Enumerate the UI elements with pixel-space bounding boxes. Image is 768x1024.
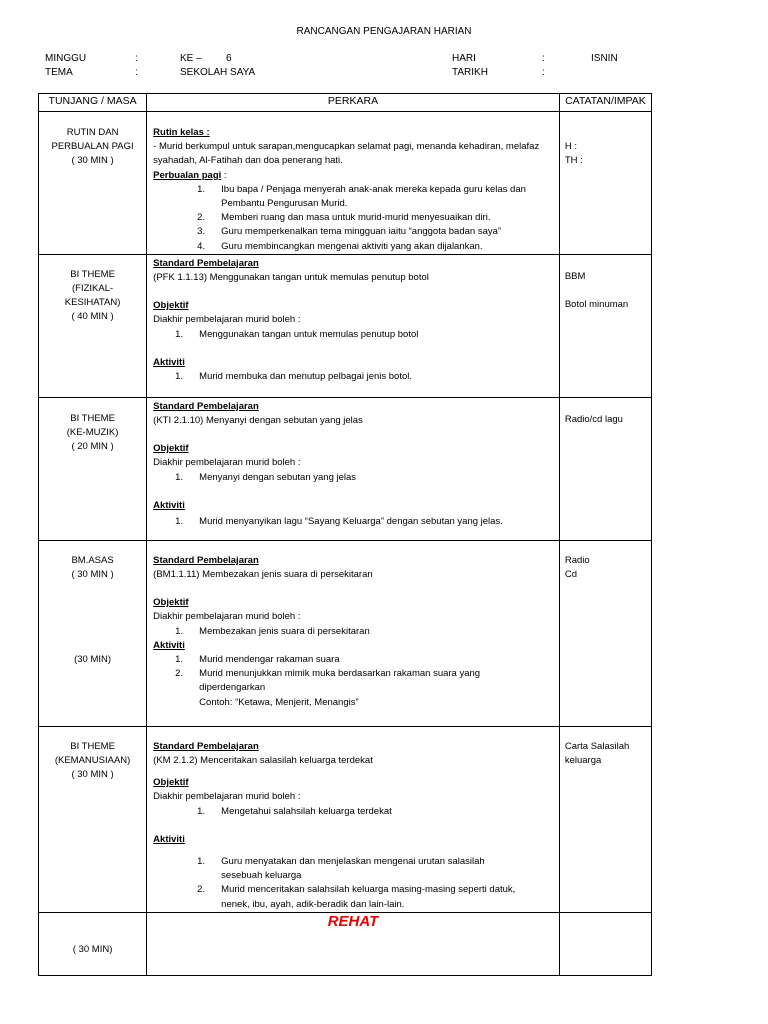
list-item xyxy=(153,370,559,384)
perbualan-heading xyxy=(153,169,559,183)
list-item xyxy=(153,211,559,225)
objektif-list xyxy=(153,625,559,639)
list-number: 3. xyxy=(197,226,206,238)
list-number: 1. xyxy=(175,471,184,483)
list-text: Membezakan jenis suara di persekitaran xyxy=(199,625,370,637)
catatan-line: TH : xyxy=(564,155,583,167)
minggu-label: MINGGU xyxy=(45,53,87,64)
tunjang-line: PERBUALAN PAGI xyxy=(51,141,134,153)
tunjang-line: RUTIN DAN xyxy=(66,127,119,138)
list-text: Murid menceritakan salahsilah keluarga masing-masing seperti datuk, nenek, ibu, ayah, adik-beradik dan lain-lain. xyxy=(221,884,516,910)
tema-label: TEMA xyxy=(45,67,73,78)
list-text: Murid membuka dan menutup pelbagai jenis botol. xyxy=(199,371,412,383)
objektif-intro: Diakhir pembelajaran murid boleh : xyxy=(153,611,301,623)
aktiviti-list xyxy=(153,515,559,529)
hari-label: HARI xyxy=(452,53,476,64)
catatan-line: keluarga xyxy=(564,755,602,767)
list-number: 1. xyxy=(197,856,206,868)
list-number: 1. xyxy=(197,805,206,817)
objektif-list xyxy=(153,328,559,342)
list-number: 1. xyxy=(175,328,184,340)
tunjang-cell xyxy=(39,912,147,975)
tunjang-cell xyxy=(39,397,147,540)
table-row xyxy=(39,112,652,255)
catatan-line: Radio/cd lagu xyxy=(564,413,623,425)
header-perkara: PERKARA xyxy=(147,94,560,112)
objektif-label: Objektif xyxy=(153,443,189,455)
tunjang-line: (KEMANUSIAAN) xyxy=(54,755,131,767)
tunjang-line: KESIHATAN) xyxy=(64,297,121,309)
header-tunjang: TUNJANG / MASA xyxy=(39,94,147,112)
minggu-colon: : xyxy=(135,53,138,64)
rutin-text: - Murid berkumpul untuk sarapan,mengucapkan selamat pagi, menanda kehadiran, melafaz syahadah, Al-Fatihah dan doa penerang hati. xyxy=(153,141,540,167)
page-title: RANCANGAN PENGAJARAN HARIAN xyxy=(296,26,472,37)
tema-colon: : xyxy=(135,67,138,78)
list-text: Menggunakan tangan untuk memulas penutup botol xyxy=(199,328,419,340)
catatan-cell xyxy=(559,540,651,726)
tunjang-line: ( 40 MIN ) xyxy=(71,311,114,323)
tunjang-line: ( 20 MIN ) xyxy=(71,441,114,453)
list-item xyxy=(153,240,559,254)
sp-text: (PFK 1.1.13) Menggunakan tangan untuk memulas penutup botol xyxy=(153,272,429,284)
perbualan-list xyxy=(153,183,559,254)
sp-label: Standard Pembelajaran xyxy=(153,400,259,412)
perbualan-colon: : xyxy=(221,169,227,181)
table-header-row xyxy=(39,94,652,112)
list-number: 2. xyxy=(197,884,206,896)
aktiviti-label: Aktiviti xyxy=(153,639,185,651)
catatan-cell xyxy=(559,726,651,912)
list-text: Murid menyanyikan lagu “Sayang Keluarga” dengan sebutan yang jelas. xyxy=(199,516,503,528)
aktiviti-list xyxy=(153,653,559,696)
header-catatan: CATATAN/IMPAK xyxy=(559,94,651,112)
tunjang-cell xyxy=(39,112,147,255)
sp-text: (BM1.1.11) Membezakan jenis suara di persekitaran xyxy=(153,569,373,581)
aktiviti-list xyxy=(153,855,559,912)
aktiviti-list xyxy=(153,370,559,384)
list-item xyxy=(153,183,559,211)
tunjang-line: ( 30 MIN) xyxy=(72,943,113,955)
list-text: Guru menyatakan dan menjelaskan mengenai urutan salasilah sesebuah keluarga xyxy=(221,856,485,882)
objektif-intro: Diakhir pembelajaran murid boleh : xyxy=(153,457,301,469)
list-number: 2. xyxy=(197,212,206,224)
tunjang-line: ( 30 MIN ) xyxy=(71,569,114,581)
rehat-label: REHAT xyxy=(147,912,560,975)
list-number: 1. xyxy=(175,371,184,383)
sp-label: Standard Pembelajaran xyxy=(153,554,259,566)
tunjang-line: BI THEME xyxy=(70,268,115,280)
objektif-list xyxy=(153,471,559,485)
list-number: 1. xyxy=(175,516,184,528)
tema-value: SEKOLAH SAYA xyxy=(180,67,256,78)
list-text: Mengetahui salahsilah keluarga terdekat xyxy=(221,805,392,817)
objektif-list xyxy=(153,805,559,819)
list-item xyxy=(153,883,559,911)
sp-label: Standard Pembelajaran xyxy=(153,257,259,269)
catatan-line: Cd xyxy=(564,569,577,581)
list-number: 1. xyxy=(197,183,206,195)
list-item xyxy=(153,805,559,819)
list-item xyxy=(153,855,559,883)
list-item xyxy=(153,328,559,342)
perkara-cell xyxy=(147,540,560,726)
tunjang-line: ( 30 MIN ) xyxy=(71,769,114,781)
hari-value: ISNIN xyxy=(591,53,618,64)
list-text: Murid mendengar rakaman suara xyxy=(199,654,340,666)
ke-label: KE – xyxy=(180,53,202,64)
perkara-cell xyxy=(147,397,560,540)
catatan-line: BBM xyxy=(564,270,586,282)
table-row xyxy=(39,397,652,540)
perkara-cell xyxy=(147,726,560,912)
table-row xyxy=(39,254,652,397)
tunjang-cell xyxy=(39,726,147,912)
tunjang-line: (30 MIN) xyxy=(74,654,112,666)
tunjang-line: BI THEME xyxy=(70,412,115,424)
catatan-line: H : xyxy=(564,141,577,152)
list-item xyxy=(153,625,559,639)
list-item xyxy=(153,515,559,529)
catatan-line: Botol minuman xyxy=(564,299,629,311)
perkara-cell xyxy=(147,254,560,397)
table-row xyxy=(39,912,652,975)
table-row xyxy=(39,726,652,912)
catatan-line: Radio xyxy=(564,554,590,566)
list-item xyxy=(153,471,559,485)
list-text: Guru memperkenalkan tema mingguan iaitu “anggota badan saya” xyxy=(221,226,502,238)
catatan-cell xyxy=(559,254,651,397)
list-number: 1. xyxy=(175,654,184,666)
tunjang-line: ( 30 MIN ) xyxy=(71,155,114,167)
catatan-cell xyxy=(559,397,651,540)
tarikh-colon: : xyxy=(542,67,545,78)
perkara-cell xyxy=(147,112,560,255)
objektif-intro: Diakhir pembelajaran murid boleh : xyxy=(153,791,301,803)
list-text: Guru membincangkan mengenai aktiviti yang akan dijalankan. xyxy=(221,240,483,252)
table-row xyxy=(39,540,652,726)
list-number: 4. xyxy=(197,240,206,252)
list-text: Menyanyi dengan sebutan yang jelas xyxy=(199,471,357,483)
tarikh-label: TARIKH xyxy=(452,67,488,78)
rutin-label: Rutin kelas : xyxy=(153,127,210,138)
tunjang-cell xyxy=(39,540,147,726)
list-text: Ibu bapa / Penjaga menyerah anak-anak mereka kepada guru kelas dan Pembantu Pengurusan Murid. xyxy=(221,183,526,210)
tunjang-line: (FIZIKAL- xyxy=(72,283,114,295)
list-text: Memberi ruang dan masa untuk murid-murid menyesuaikan diri. xyxy=(221,212,491,224)
hari-colon: : xyxy=(542,53,545,64)
lesson-plan-table xyxy=(38,93,652,976)
objektif-label: Objektif xyxy=(153,777,189,789)
sp-text: (KTI 2.1.10) Menyanyi dengan sebutan yang jelas xyxy=(153,415,363,427)
tunjang-line: BM.ASAS xyxy=(71,554,114,566)
catatan-line: Carta Salasilah xyxy=(564,740,630,752)
sp-text: (KM 2.1.2) Menceritakan salasilah keluarga terdekat xyxy=(153,755,373,767)
list-number: 2. xyxy=(175,668,184,680)
tunjang-line: BI THEME xyxy=(70,740,115,752)
aktiviti-label: Aktiviti xyxy=(153,833,185,845)
objektif-label: Objektif xyxy=(153,597,189,609)
list-item xyxy=(153,653,559,667)
ke-value: 6 xyxy=(226,53,232,64)
sp-label: Standard Pembelajaran xyxy=(153,740,259,752)
perbualan-label: Perbualan pagi xyxy=(153,169,222,181)
tunjang-line: (KE-MUZIK) xyxy=(66,427,119,439)
aktiviti-label: Aktiviti xyxy=(153,356,185,368)
contoh-text: Contoh: “Ketawa, Menjerit, Menangis” xyxy=(199,696,359,708)
objektif-label: Objektif xyxy=(153,300,189,312)
list-text: Murid menunjukkan mimik muka berdasarkan rakaman suara yang diperdengarkan xyxy=(199,668,481,694)
tunjang-cell xyxy=(39,254,147,397)
list-number: 1. xyxy=(175,625,184,637)
catatan-cell xyxy=(559,112,651,255)
list-item xyxy=(153,225,559,239)
aktiviti-label: Aktiviti xyxy=(153,499,185,511)
objektif-intro: Diakhir pembelajaran murid boleh : xyxy=(153,314,301,326)
catatan-cell xyxy=(559,912,651,975)
list-item xyxy=(153,667,559,695)
